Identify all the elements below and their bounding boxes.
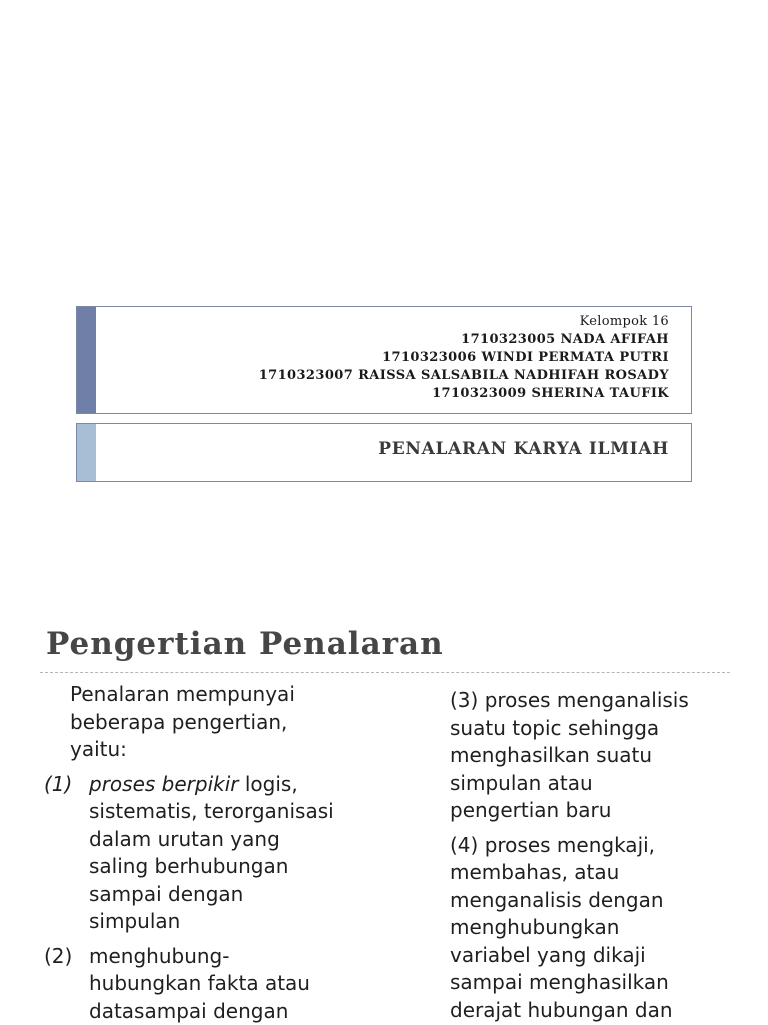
text-line: membahas, atau xyxy=(476,859,720,887)
title-accent-bar xyxy=(77,424,96,481)
text-line xyxy=(476,687,720,715)
text-line: simpulan xyxy=(89,908,344,936)
text-line: yaitu: xyxy=(70,736,344,764)
right-column xyxy=(450,687,720,1024)
text-line: pengertian baru xyxy=(476,797,720,825)
list-item-2 xyxy=(44,943,344,1025)
list-item-3 xyxy=(450,687,720,825)
author-name: 1710323006 WINDI PERMATA PUTRI xyxy=(259,349,669,367)
text-line: Penalaran mempunyai xyxy=(70,681,344,709)
item-number: (2) xyxy=(44,943,72,971)
text-line: dalam urutan yang xyxy=(89,826,344,854)
intro-paragraph xyxy=(44,681,344,764)
text-line: suatu topic sehingga xyxy=(476,715,720,743)
list-item-4 xyxy=(450,832,720,1025)
text-line: simpulan atau xyxy=(476,770,720,798)
text-fragment: proses menganalisis xyxy=(485,688,689,712)
author-name: 1710323007 RAISSA SALSABILA NADHIFAH ROSADY xyxy=(259,367,669,385)
authors-accent-bar xyxy=(77,307,96,413)
text-line: menghasilkan suatu xyxy=(476,742,720,770)
item-number: (3) xyxy=(450,688,478,712)
group-label: Kelompok 16 xyxy=(259,313,669,331)
left-column xyxy=(44,681,344,1025)
title-box xyxy=(76,423,692,482)
text-line: sampai dengan xyxy=(89,881,344,909)
item-number: (4) xyxy=(450,833,478,857)
text-line xyxy=(89,771,344,799)
text-fragment: logis, xyxy=(239,772,298,796)
authors-list xyxy=(259,313,669,403)
text-line: menganalisis dengan xyxy=(476,887,720,915)
text-line: datasampai dengan xyxy=(89,998,344,1025)
text-line: hubungkan fakta atau xyxy=(89,970,344,998)
text-line: saling berhubungan xyxy=(89,853,344,881)
text-line xyxy=(476,832,720,860)
authors-box xyxy=(76,306,692,414)
text-line: variabel yang dikaji xyxy=(476,942,720,970)
title-divider xyxy=(40,672,730,673)
item-number: (1) xyxy=(44,771,72,799)
text-line: derajat hubungan dan xyxy=(476,997,720,1025)
text-fragment: proses mengkaji, xyxy=(485,833,655,857)
author-name: 1710323009 SHERINA TAUFIK xyxy=(259,385,669,403)
emphasis: proses berpikir xyxy=(89,772,239,796)
slide-title: Pengertian Penalaran xyxy=(46,626,444,662)
text-line: menghubungkan xyxy=(476,914,720,942)
text-line: menghubung- xyxy=(89,943,344,971)
text-line: sampai menghasilkan xyxy=(476,969,720,997)
text-line: beberapa pengertian, xyxy=(70,709,344,737)
author-name: 1710323005 NADA AFIFAH xyxy=(259,331,669,349)
list-item-1 xyxy=(44,771,344,936)
text-line: sistematis, terorganisasi xyxy=(89,798,344,826)
document-title: PENALARAN KARYA ILMIAH xyxy=(378,439,669,459)
